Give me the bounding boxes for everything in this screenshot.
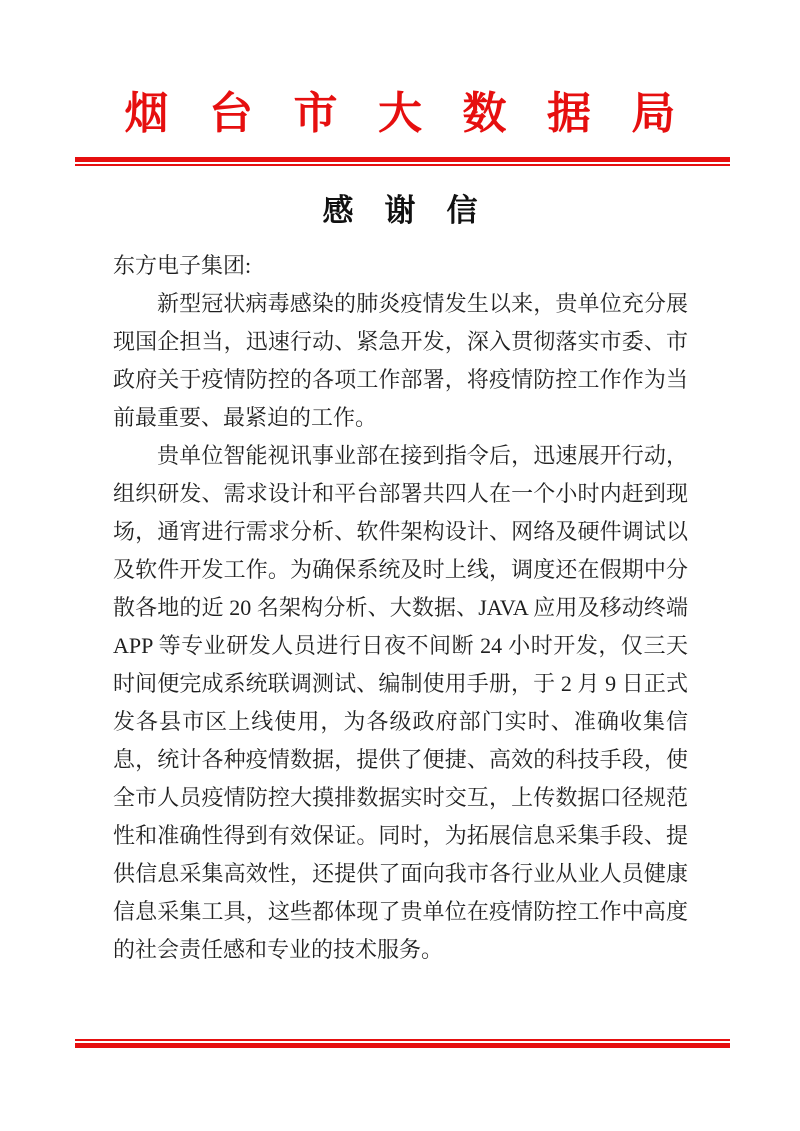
header-double-rule bbox=[75, 157, 730, 166]
footer-double-rule bbox=[75, 1039, 730, 1048]
letterhead-title: 烟台市大数据局 bbox=[124, 89, 716, 138]
letter-title: 感谢信 bbox=[322, 193, 509, 228]
salutation: 东方电子集团: bbox=[113, 253, 252, 278]
letter-body bbox=[113, 247, 688, 969]
body-paragraph-1: 新型冠状病毒感染的肺炎疫情发生以来，贵单位充分展现国企担当，迅速行动、紧急开发，深入贯彻落实市委、市政府关于疫情防控的各项工作部署，将疫情防控工作作为当前最重要、最紧迫的工作。 bbox=[113, 291, 688, 430]
footer-rule-thick-bar bbox=[75, 1043, 730, 1048]
header-rule-thin-bar bbox=[75, 164, 730, 166]
body-paragraph-2: 贵单位智能视讯事业部在接到指令后，迅速展开行动，组织研发、需求设计和平台部署共四人在一个小时内赶到现场，通宵进行需求分析、软件架构设计、网络及硬件调试以及软件开发工作。为确保系统及时上线，调度还在假期中分散各地的近 20 名架构分析、大数据、JAVA 应用及移动终端 APP 等专业研发人员进行日夜不间断 24 小时开发，仅三天时间便完成系统联调测试、编制使用手册，于 2 月 9 日正式发各县市区上线使用，为各级政府部门实时、准确收集信息，统计各种疫情数据，提供了便捷、高效的科技手段，使全市人员疫情防控大摸排数据实时交互，上传数据口径规范性和准确性得到有效保证。同时，为拓展信息采集手段、提供信息采集高效性，还提供了面向我市各行业从业人员健康信息采集工具，这些都体现了贵单位在疫情防控工作中高度的社会责任感和专业的技术服务。 bbox=[113, 443, 688, 962]
